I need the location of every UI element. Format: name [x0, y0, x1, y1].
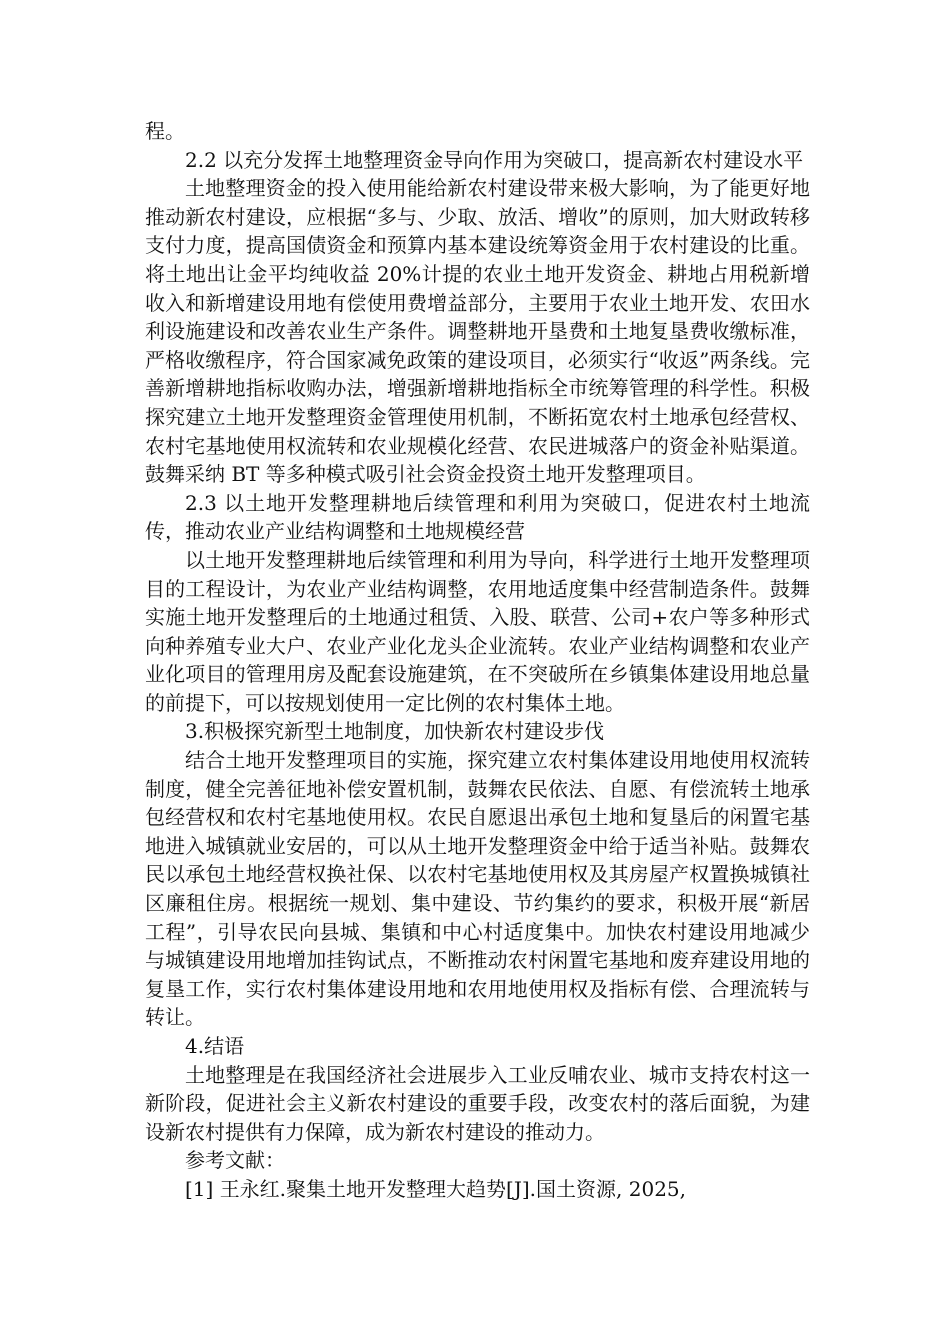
- reference-item: [1] 王永红.聚集土地开发整理大趋势[J].国土资源, 2025,: [185, 1176, 686, 1201]
- section-heading-2-2: 2.2 以充分发挥土地整理资金导向作用为突破口，提高新农村建设水平: [185, 147, 804, 172]
- references-heading: 参考文献：: [185, 1148, 285, 1173]
- document-page: [145, 117, 810, 1204]
- section-heading-2-3: 2.3 以土地开发整理耕地后续管理和利用为突破口，促进农村土地流传，推动农业产业结构调整和土地规模经营: [145, 490, 810, 544]
- continuation-text: 程。: [145, 119, 185, 143]
- section-heading-3: 3.积极探究新型土地制度，加快新农村建设步伐: [185, 719, 605, 744]
- body-paragraph: 土地整理是在我国经济社会进展步入工业反哺农业、城市支持农村这一新阶段，促进社会主义新农村建设的重要手段，改变农村的落后面貌，为建设新农村提供有力保障，成为新农村建设的推动力。: [145, 1062, 810, 1144]
- body-paragraph: 土地整理资金的投入使用能给新农村建设带来极大影响，为了能更好地推动新农村建设，应根据“多与、少取、放活、增收”的原则，加大财政转移支付力度，提高国债资金和预算内基本建设统筹资金用于农村建设的比重。将土地出让金平均纯收益 20%计提的农业土地开发资金、耕地占用税新增收入和新增建设用地有偿使用费增益部分，主要用于农业土地开发、农田水利设施建设和改善农业生产条件。调整耕地开垦费和土地复垦费收缴标准，严格收缴程序，符合国家减免政策的建设项目，必须实行“收返”两条线。完善新增耕地指标收购办法，增强新增耕地指标全市统筹管理的科学性。积极探究建立土地开发整理资金管理使用机制，不断拓宽农村土地承包经营权、农村宅基地使用权流转和农业规模化经营、农民进城落户的资金补贴渠道。鼓舞采纳 BT 等多种模式吸引社会资金投资土地开发整理项目。: [145, 176, 810, 487]
- body-paragraph: 以土地开发整理耕地后续管理和利用为导向，科学进行土地开发整理项目的工程设计，为农业产业结构调整，农用地适度集中经营制造条件。鼓舞实施土地开发整理后的土地通过租赁、入股、联营、公司+农户等多种形式向种养殖专业大户、农业产业化龙头企业流转。农业产业结构调整和农业产业化项目的管理用房及配套设施建筑，在不突破所在乡镇集体建设用地总量的前提下，可以按规划使用一定比例的农村集体土地。: [145, 547, 810, 715]
- section-heading-4: 4.结语: [185, 1034, 245, 1058]
- body-paragraph: 结合土地开发整理项目的实施，探究建立农村集体建设用地使用权流转制度，健全完善征地补偿安置机制，鼓舞农民依法、自愿、有偿流转土地承包经营权和农村宅基地使用权。农民自愿退出承包土地和复垦后的闲置宅基地进入城镇就业安居的，可以从土地开发整理资金中给于适当补贴。鼓舞农民以承包土地经营权换社保、以农村宅基地使用权及其房屋产权置换城镇社区廉租住房。根据统一规划、集中建设、节约集约的要求，积极开展“新居工程”，引导农民向县城、集镇和中心村适度集中。加快农村建设用地减少与城镇建设用地增加挂钩试点，不断推动农村闲置宅基地和废弃建设用地的复垦工作，实行农村集体建设用地和农用地使用权及指标有偿、合理流转与转让。: [145, 748, 810, 1030]
